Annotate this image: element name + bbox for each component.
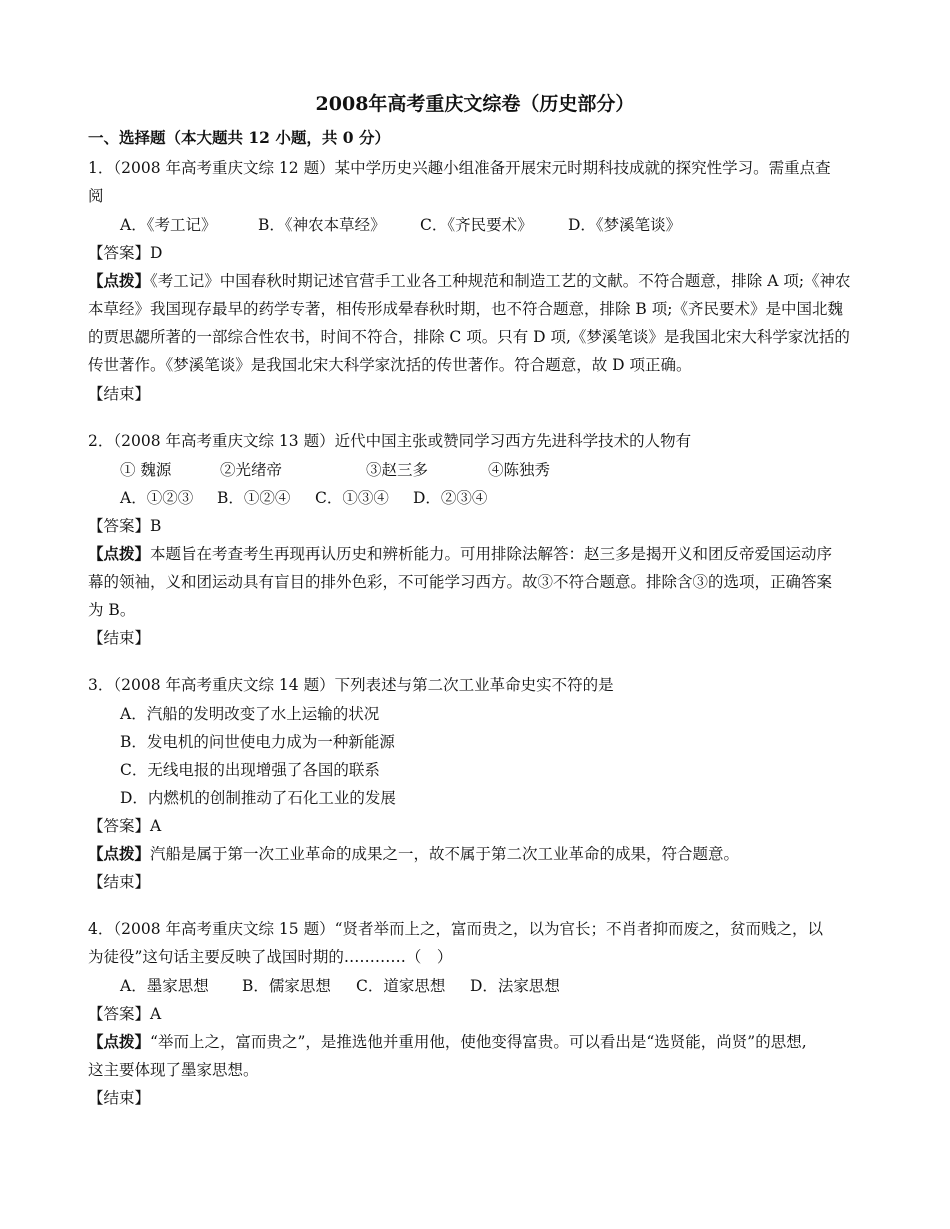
q1-hint-line-2: 本草经》我国现存最早的药学专著，相传形成晕春秋时期，也不符合题意，排除 B 项;《齐民要术》是中国北魏 [88, 300, 843, 318]
q3-option-c: C．无线电报的出现增强了各国的联系 [120, 761, 380, 779]
q4-option-d: D．法家思想 [470, 977, 560, 995]
q1-hint-text: 《考工记》中国春秋时期记述官营手工业各工种规范和制造工艺的文献。不符合题意，排除 A 项;《神农 [150, 272, 851, 290]
q1-options [120, 214, 681, 236]
q4-hint-line-2: 这主要体现了墨家思想。 [88, 1061, 259, 1079]
q2-item-1: ① 魏源 [120, 461, 172, 479]
q2-stem: 2．（2008 年高考重庆文综 13 题）近代中国主张或赞同学习西方先进科学技术的人物有 [88, 432, 692, 450]
section-heading: 一、选择题（本大题共 12 小题，共 0 分） [88, 128, 390, 147]
q3-option-d: D．内燃机的创制推动了石化工业的发展 [120, 789, 396, 807]
q2-items [120, 459, 550, 481]
q3-hint-text: 汽船是属于第一次工业革命的成果之一，故不属于第二次工业革命的成果，符合题意。 [150, 845, 740, 863]
hint-label: 【点拨】 [88, 844, 151, 863]
hint-label: 【点拨】 [88, 544, 151, 563]
q2-option-b: B．①②④ [217, 489, 291, 507]
q2-option-a: A．①②③ [120, 489, 194, 507]
q2-hint-line-3: 为 B。 [88, 601, 136, 619]
q4-answer [88, 1003, 161, 1025]
q1-answer-value: D [150, 244, 163, 262]
q2-answer [88, 515, 161, 537]
q4-answer-value: A [150, 1005, 162, 1023]
q1-option-b: B．《神农本草经》 [258, 216, 386, 234]
q1-option-c: C．《齐民要术》 [420, 216, 533, 234]
q3-option-b: B．发电机的问世使电力成为一种新能源 [120, 733, 395, 751]
q3-hint-line-1 [88, 843, 739, 865]
answer-label: 【答案】 [88, 1005, 151, 1023]
q2-item-4: ④陈独秀 [488, 461, 551, 479]
q1-answer [88, 242, 162, 264]
q1-stem-line-2: 阅 [88, 187, 104, 205]
q3-answer-value: A [150, 817, 162, 835]
answer-label: 【答案】 [88, 244, 151, 262]
q3-stem: 3．（2008 年高考重庆文综 14 题）下列表述与第二次工业革命史实不符的是 [88, 676, 614, 694]
q3-end: 【结束】 [88, 873, 151, 891]
q1-option-a: A．《考工记》 [120, 216, 217, 234]
q4-option-b: B．儒家思想 [242, 977, 331, 995]
q1-hint-line-1 [88, 270, 851, 292]
q2-answer-value: B [150, 517, 162, 535]
q4-end: 【结束】 [88, 1089, 151, 1107]
q4-options [120, 975, 560, 997]
q2-hint-line-2: 幕的领袖，义和团运动具有盲目的排外色彩，不可能学习西方。故③不符合题意。排除含③的选项，正确答案 [88, 573, 833, 591]
page-title: 2008年高考重庆文综卷（历史部分） [315, 93, 635, 115]
q4-stem-line-2: 为徒役”这句话主要反映了战国时期的…………（ ） [88, 948, 453, 966]
q4-hint-text: “举而上之，富而贵之”，是推选他并重用他，使他变得富贵。可以看出是“选贤能，尚贤”的思想, [150, 1033, 807, 1051]
q3-option-a: A．汽船的发明改变了水上运输的状况 [120, 705, 380, 723]
q1-option-d: D．《梦溪笔谈》 [568, 216, 682, 234]
q4-option-a: A．墨家思想 [120, 977, 209, 995]
q2-hint-text: 本题旨在考查考生再现再认历史和辨析能力。可用排除法解答：赵三多是揭开义和团反帝爱国运动序 [150, 545, 833, 563]
answer-label: 【答案】 [88, 517, 151, 535]
q1-hint-line-3: 的贾思勰所著的一部综合性农书，时间不符合，排除 C 项。只有 D 项,《梦溪笔谈》是我国北宋大科学家沈括的 [88, 328, 850, 346]
q4-stem-line-1: 4．（2008 年高考重庆文综 15 题）“贤者举而上之，富而贵之，以为官长；不肖者抑而废之，贫而贱之，以 [88, 920, 823, 938]
q2-hint-line-1 [88, 543, 832, 565]
q2-item-3: ③赵三多 [366, 461, 429, 479]
hint-label: 【点拨】 [88, 1032, 151, 1051]
q3-answer [88, 815, 161, 837]
q1-hint-line-4: 传世著作。《梦溪笔谈》是我国北宋大科学家沈括的传世著作。符合题意，故 D 项正确。 [88, 356, 692, 374]
q2-option-c: C．①③④ [315, 489, 389, 507]
q1-stem-line-1: 1．（2008 年高考重庆文综 12 题）某中学历史兴趣小组准备开展宋元时期科技成就的探究性学习。需重点查 [88, 159, 831, 177]
answer-label: 【答案】 [88, 817, 151, 835]
q2-option-d: D．②③④ [413, 489, 488, 507]
q2-item-2: ②光绪帝 [220, 461, 283, 479]
q2-end: 【结束】 [88, 629, 151, 647]
q4-option-c: C．道家思想 [356, 977, 446, 995]
q2-options [120, 487, 487, 509]
q4-hint-line-1 [88, 1031, 807, 1053]
q1-end: 【结束】 [88, 385, 151, 403]
hint-label: 【点拨】 [88, 271, 151, 290]
